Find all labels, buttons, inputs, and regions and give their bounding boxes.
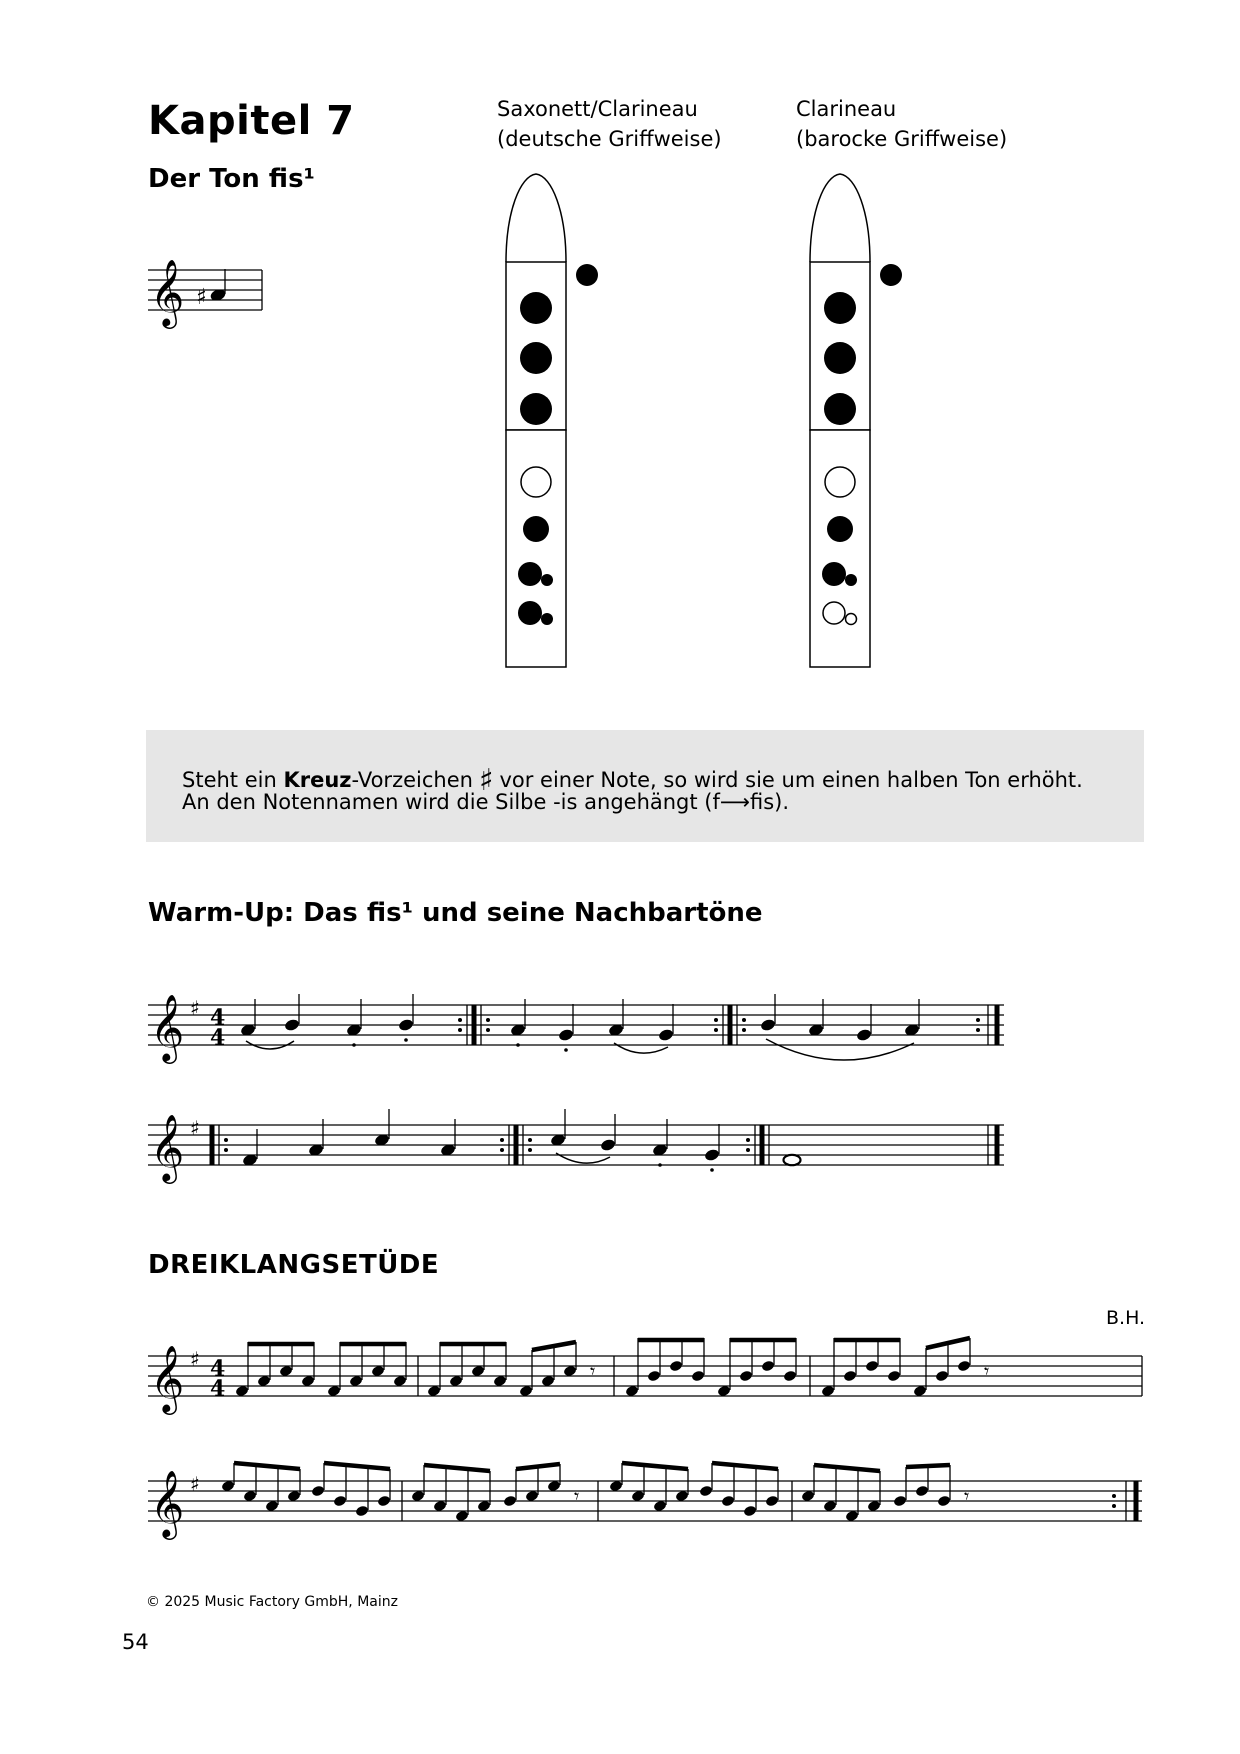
thumb-hole-closed — [576, 264, 598, 286]
hole-5-closed — [523, 516, 549, 542]
staff-lines — [148, 1125, 1004, 1165]
info-text: -Vorzeichen — [351, 768, 473, 792]
measure-2 — [411, 1464, 580, 1522]
diagram-label-right-line2: (barocke Griffweise) — [796, 127, 1008, 151]
composer: B.H. — [1106, 1307, 1146, 1329]
thumb-hole-closed — [880, 264, 902, 286]
hole-1-closed — [520, 292, 552, 324]
staccato-dot — [352, 1043, 356, 1047]
hole-4-open — [521, 467, 551, 497]
hole-2-closed — [520, 342, 552, 374]
measure-4 — [821, 1338, 990, 1397]
mouthpiece-icon — [506, 174, 566, 262]
measure-3 — [609, 1463, 779, 1517]
hole-5-closed — [827, 516, 853, 542]
diagram-label-right — [796, 94, 1007, 154]
diagram-label-left-line2: (deutsche Griffweise) — [497, 127, 722, 151]
treble-clef-icon: 𝄞 — [150, 258, 185, 326]
hole-6-small-closed — [541, 574, 553, 586]
eighth-rest-icon: 𝄾 — [984, 1359, 990, 1383]
hole-3-closed — [520, 393, 552, 425]
treble-clef-icon: 𝄞 — [150, 1344, 185, 1412]
info-text: An den Notennamen wird die Silbe -is angehängt (f — [182, 790, 720, 814]
eighth-rest-icon: 𝄾 — [574, 1484, 580, 1508]
sharp-icon: ♯ — [196, 285, 207, 310]
whole-note — [784, 1155, 801, 1165]
eighth-rest-icon: 𝄾 — [964, 1484, 970, 1508]
sharp-icon: ♯ — [478, 763, 494, 798]
treble-clef-icon: 𝄞 — [150, 993, 185, 1061]
info-bold-term: Kreuz — [283, 768, 352, 792]
lower-body — [506, 430, 566, 667]
time-signature-bottom: 4 — [210, 1376, 226, 1402]
hole-7-small-open — [846, 614, 857, 625]
staff-lines — [148, 1356, 1142, 1396]
staccato-dot — [404, 1038, 408, 1042]
mouthpiece-icon — [810, 174, 870, 262]
info-text: fis). — [750, 790, 790, 814]
hole-3-closed — [824, 393, 856, 425]
time-signature-top: 4 — [210, 1356, 226, 1382]
fingering-diagram-left — [500, 172, 610, 678]
info-text: vor einer Note, so wird sie um einen halben Ton erhöht. — [499, 768, 1083, 792]
measure-3 — [784, 1155, 801, 1165]
chapter-subtitle: Der Ton fis¹ — [148, 164, 315, 194]
hole-6-small-closed — [845, 574, 857, 586]
hole-4-open — [825, 467, 855, 497]
measure-1 — [221, 1463, 391, 1517]
staff-lines — [148, 1005, 1004, 1045]
note-head — [284, 1018, 301, 1032]
etude-heading: DREIKLANGSETÜDE — [148, 1250, 440, 1280]
measure-3 — [760, 994, 921, 1060]
measure-2 — [550, 1109, 721, 1172]
hole-2-closed — [824, 342, 856, 374]
diagram-label-left-line1: Saxonett/Clarineau — [497, 97, 698, 121]
time-signature-bottom: 4 — [210, 1025, 226, 1051]
time-signature-top: 4 — [210, 1005, 226, 1031]
measure-1 — [240, 994, 415, 1049]
fingering-diagram-right — [804, 172, 914, 678]
warmup-heading: Warm-Up: Das fis¹ und seine Nachbartöne — [148, 898, 763, 928]
info-line-2 — [182, 790, 789, 814]
measure-1 — [235, 1342, 407, 1397]
diagram-label-right-line1: Clarineau — [796, 97, 897, 121]
etude-staff-2 — [148, 1461, 1148, 1561]
key-signature-sharp-icon: ♯ — [190, 1347, 200, 1371]
hole-6-closed — [822, 562, 846, 586]
info-box — [146, 730, 1144, 842]
hole-1-closed — [824, 292, 856, 324]
note-head — [398, 1018, 415, 1032]
page-number: 54 — [122, 1630, 149, 1654]
etude-staff-1 — [148, 1336, 1148, 1436]
treble-clef-icon: 𝄞 — [150, 1469, 185, 1537]
measure-3 — [625, 1338, 797, 1397]
key-signature-sharp-icon: ♯ — [190, 1472, 200, 1496]
hole-7-small-closed — [541, 613, 553, 625]
eighth-rest-icon: 𝄾 — [590, 1359, 596, 1383]
measure-4 — [801, 1465, 970, 1522]
measure-2 — [427, 1342, 596, 1397]
treble-clef-icon: 𝄞 — [150, 1113, 185, 1181]
warmup-staff-1 — [148, 985, 1008, 1085]
key-signature-sharp-icon: ♯ — [190, 1116, 200, 1140]
measure-1 — [242, 1109, 457, 1167]
info-text: Steht ein — [182, 768, 284, 792]
warmup-staff-2 — [148, 1105, 1008, 1205]
hole-7-closed — [518, 601, 542, 625]
copyright: © 2025 Music Factory GmbH, Mainz — [146, 1594, 398, 1610]
key-signature-sharp-icon: ♯ — [190, 996, 200, 1020]
chapter-title: Kapitel 7 — [148, 98, 355, 144]
hole-6-closed — [518, 562, 542, 586]
staff-lines — [148, 1481, 1142, 1521]
hole-7-open — [823, 602, 845, 624]
arrow-right-icon: ⟶ — [719, 790, 750, 814]
lower-body — [810, 430, 870, 667]
fis-example-staff — [148, 250, 268, 340]
diagram-label-left — [497, 94, 722, 154]
